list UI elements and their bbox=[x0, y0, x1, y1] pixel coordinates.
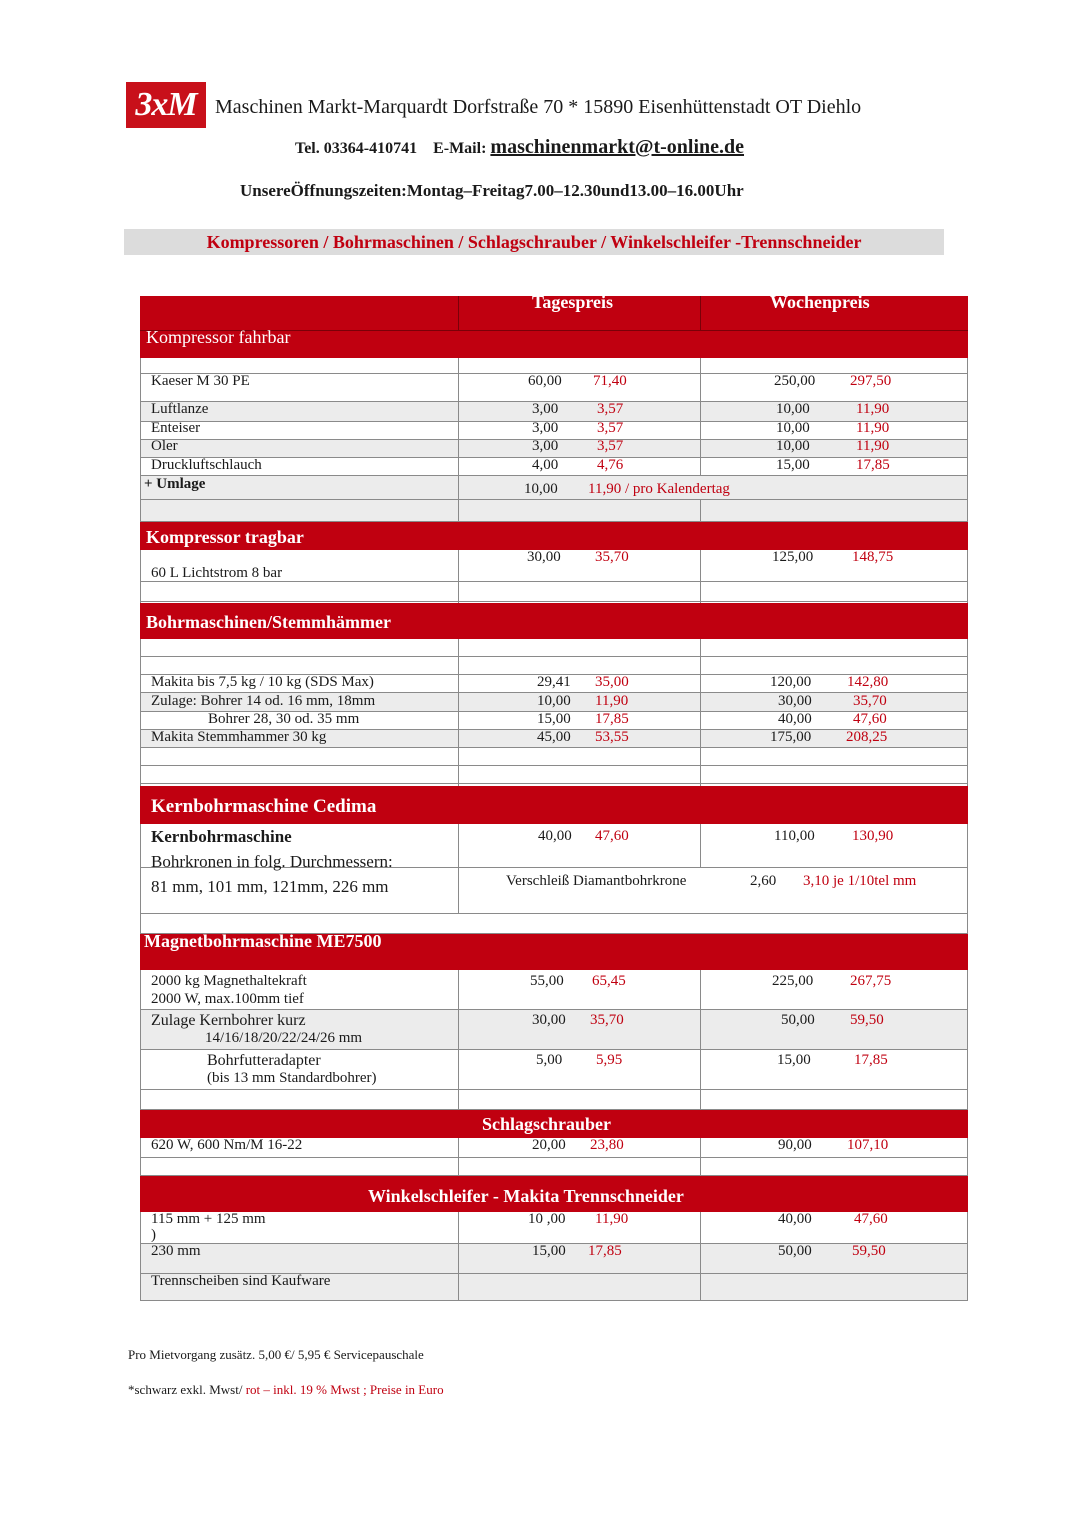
week-net: 10,00 bbox=[776, 420, 810, 436]
item-name: Zulage: Bohrer 14 od. 16 mm, 18mm bbox=[151, 693, 376, 709]
col-wochenpreis: Wochenpreis bbox=[770, 292, 870, 312]
day-net: 30,00 bbox=[527, 549, 561, 565]
day-gross: 17,85 bbox=[595, 711, 629, 727]
contact-line bbox=[295, 136, 744, 159]
day-gross: 3,57 bbox=[597, 401, 624, 417]
day-gross: 17,85 bbox=[588, 1243, 622, 1259]
spacer-row bbox=[140, 500, 968, 522]
section-title: Bohrmaschinen/Stemmhämmer bbox=[146, 612, 391, 632]
week-gross: 47,60 bbox=[853, 711, 887, 727]
day-net: 3,00 bbox=[532, 401, 559, 417]
week-net: 250,00 bbox=[774, 373, 816, 389]
item-name: Bohrer 28, 30 od. 35 mm bbox=[208, 711, 360, 727]
item-name: Bohrfutteradapter bbox=[207, 1052, 321, 1069]
week-gross: 47,60 bbox=[854, 1211, 888, 1227]
company-address: Maschinen Markt-Marquardt Dorfstraße 70 * 15890 Eisenhüttenstadt OT Diehlo bbox=[215, 96, 862, 118]
item-name: 2000 kg Magnethaltekraft bbox=[151, 973, 307, 989]
legend-black: *schwarz exkl. Mwst/ bbox=[128, 1382, 243, 1397]
week-net: 10,00 bbox=[776, 401, 810, 417]
week-net: 225,00 bbox=[772, 973, 814, 989]
day-net: 40,00 bbox=[538, 828, 572, 844]
wear-label: Verschleiß Diamantbohrkrone bbox=[506, 873, 687, 889]
week-net: 40,00 bbox=[778, 711, 812, 727]
opening-hours: UnsereÖffnungszeiten:Montag–Freitag7.00–12.30und13.00–16.00Uhr bbox=[240, 181, 744, 200]
item-name: Makita Stemmhammer 30 kg bbox=[151, 729, 327, 745]
day-gross: 3,57 bbox=[597, 438, 624, 454]
item-name: 115 mm + 125 mm bbox=[151, 1211, 266, 1227]
day-gross: 11,90 bbox=[595, 1211, 629, 1227]
week-gross: 59,50 bbox=[850, 1012, 884, 1028]
day-gross: 35,70 bbox=[590, 1012, 624, 1028]
week-gross: 17,85 bbox=[856, 457, 890, 473]
item-name: Zulage Kernbohrer kurz bbox=[151, 1012, 306, 1029]
note: Trennscheiben sind Kaufware bbox=[151, 1273, 331, 1289]
item-desc: 81 mm, 101 mm, 121mm, 226 mm bbox=[151, 877, 389, 896]
section-title: Kernbohrmaschine Cedima bbox=[151, 796, 377, 817]
day-gross: 35,70 bbox=[595, 549, 629, 565]
week-gross: 17,85 bbox=[854, 1052, 888, 1068]
day-gross: 53,55 bbox=[595, 729, 629, 745]
week-gross: 59,50 bbox=[852, 1243, 886, 1259]
wear-net: 2,60 bbox=[750, 873, 777, 889]
day-gross: 11,90 bbox=[595, 693, 629, 709]
week-gross: 130,90 bbox=[852, 828, 894, 844]
section-title: Schlagschrauber bbox=[482, 1114, 612, 1134]
week-gross: 107,10 bbox=[847, 1137, 889, 1153]
email-link[interactable]: maschinenmarkt@t-online.de bbox=[490, 136, 745, 158]
day-net: 29,41 bbox=[537, 674, 571, 690]
day-gross: 3,57 bbox=[597, 420, 624, 436]
day-net: 3,00 bbox=[532, 438, 559, 454]
week-net: 90,00 bbox=[778, 1137, 812, 1153]
spacer-row bbox=[140, 1158, 968, 1176]
tax-legend bbox=[128, 1382, 444, 1398]
legend-red: rot – inkl. 19 % Mwst ; Preise in Euro bbox=[242, 1382, 444, 1397]
week-gross: 297,50 bbox=[850, 373, 892, 389]
price-table bbox=[140, 292, 968, 1301]
week-gross: 142,80 bbox=[847, 674, 889, 690]
item-desc: 2000 W, max.100mm tief bbox=[151, 991, 304, 1007]
section-title: Winkelschleifer - Makita Trennschneider bbox=[368, 1186, 684, 1206]
day-net: 5,00 bbox=[536, 1052, 563, 1068]
spacer-row bbox=[140, 639, 968, 657]
section-title: Kompressor tragbar bbox=[146, 527, 304, 547]
week-net: 120,00 bbox=[770, 674, 812, 690]
week-gross: 11,90 bbox=[856, 438, 890, 454]
day-gross: 47,60 bbox=[595, 828, 629, 844]
item-name: 60 L Lichtstrom 8 bar bbox=[151, 565, 283, 581]
week-net: 110,00 bbox=[774, 828, 815, 844]
item-extra: ) bbox=[151, 1227, 156, 1243]
day-net: 4,00 bbox=[532, 457, 559, 473]
surcharge-label: + Umlage bbox=[144, 476, 206, 492]
day-net: 10 ,00 bbox=[528, 1211, 566, 1227]
week-net: 50,00 bbox=[781, 1012, 815, 1028]
week-net: 50,00 bbox=[778, 1243, 812, 1259]
day-gross: 35,00 bbox=[595, 674, 629, 690]
item-name: Oler bbox=[151, 438, 178, 454]
week-net: 10,00 bbox=[776, 438, 810, 454]
week-net: 30,00 bbox=[778, 693, 812, 709]
item-name: Druckluftschlauch bbox=[151, 457, 262, 473]
day-net: 20,00 bbox=[532, 1137, 566, 1153]
day-gross: 5,95 bbox=[596, 1052, 623, 1068]
week-gross: 11,90 bbox=[856, 401, 890, 417]
week-gross: 35,70 bbox=[853, 693, 887, 709]
company-logo: 3xM bbox=[126, 82, 206, 128]
day-net: 15,00 bbox=[537, 711, 571, 727]
spacer-row bbox=[140, 657, 968, 675]
day-gross: 4,76 bbox=[597, 457, 624, 473]
week-net: 175,00 bbox=[770, 729, 812, 745]
spacer-row bbox=[140, 1090, 968, 1110]
day-net: 30,00 bbox=[532, 1012, 566, 1028]
wear-gross: 3,10 je 1/10tel mm bbox=[803, 873, 917, 889]
surcharge-gross: 11,90 / pro Kalendertag bbox=[588, 481, 730, 497]
phone-number: Tel. 03364-410741 bbox=[295, 140, 418, 157]
item-desc: Bohrkronen in folg. Durchmessern: bbox=[151, 852, 393, 871]
service-fee-note: Pro Mietvorgang zusätz. 5,00 €/ 5,95 € Servicepauschale bbox=[128, 1347, 424, 1362]
item-desc: 14/16/18/20/22/24/26 mm bbox=[205, 1030, 363, 1046]
week-gross: 148,75 bbox=[852, 549, 894, 565]
item-name: Makita bis 7,5 kg / 10 kg (SDS Max) bbox=[151, 674, 374, 690]
email-label: E-Mail: bbox=[433, 140, 487, 157]
week-gross: 11,90 bbox=[856, 420, 890, 436]
week-net: 15,00 bbox=[777, 1052, 811, 1068]
item-name: Luftlanze bbox=[151, 401, 209, 417]
day-net: 15,00 bbox=[532, 1243, 566, 1259]
spacer-row bbox=[140, 358, 968, 374]
week-gross: 208,25 bbox=[846, 729, 888, 745]
week-net: 15,00 bbox=[776, 457, 810, 473]
day-net: 3,00 bbox=[532, 420, 559, 436]
day-net: 45,00 bbox=[537, 729, 571, 745]
day-gross: 23,80 bbox=[590, 1137, 624, 1153]
item-name: 230 mm bbox=[151, 1243, 201, 1259]
col-tagespreis: Tagespreis bbox=[532, 292, 614, 312]
day-gross: 71,40 bbox=[593, 373, 627, 389]
item-desc: (bis 13 mm Standardbohrer) bbox=[207, 1070, 377, 1086]
item-name: Enteiser bbox=[151, 420, 201, 436]
day-gross: 65,45 bbox=[592, 973, 626, 989]
item-name: Kaeser M 30 PE bbox=[151, 373, 250, 389]
day-net: 10,00 bbox=[537, 693, 571, 709]
day-net: 60,00 bbox=[528, 373, 562, 389]
week-net: 40,00 bbox=[778, 1211, 812, 1227]
week-gross: 267,75 bbox=[850, 973, 892, 989]
item-name: 620 W, 600 Nm/M 16-22 bbox=[151, 1137, 303, 1153]
section-title: Magnetbohrmaschine ME7500 bbox=[144, 931, 382, 951]
surcharge-net: 10,00 bbox=[524, 481, 558, 497]
category-title: Kompressoren / Bohrmaschinen / Schlagschrauber / Winkelschleifer -Trennschneider bbox=[206, 232, 862, 252]
spacer-row bbox=[140, 582, 968, 602]
section-title: Kompressor fahrbar bbox=[146, 327, 291, 347]
spacer-row bbox=[140, 748, 968, 766]
spacer-row bbox=[140, 766, 968, 784]
day-net: 55,00 bbox=[530, 973, 564, 989]
week-net: 125,00 bbox=[772, 549, 814, 565]
item-name: Kernbohrmaschine bbox=[151, 827, 292, 846]
